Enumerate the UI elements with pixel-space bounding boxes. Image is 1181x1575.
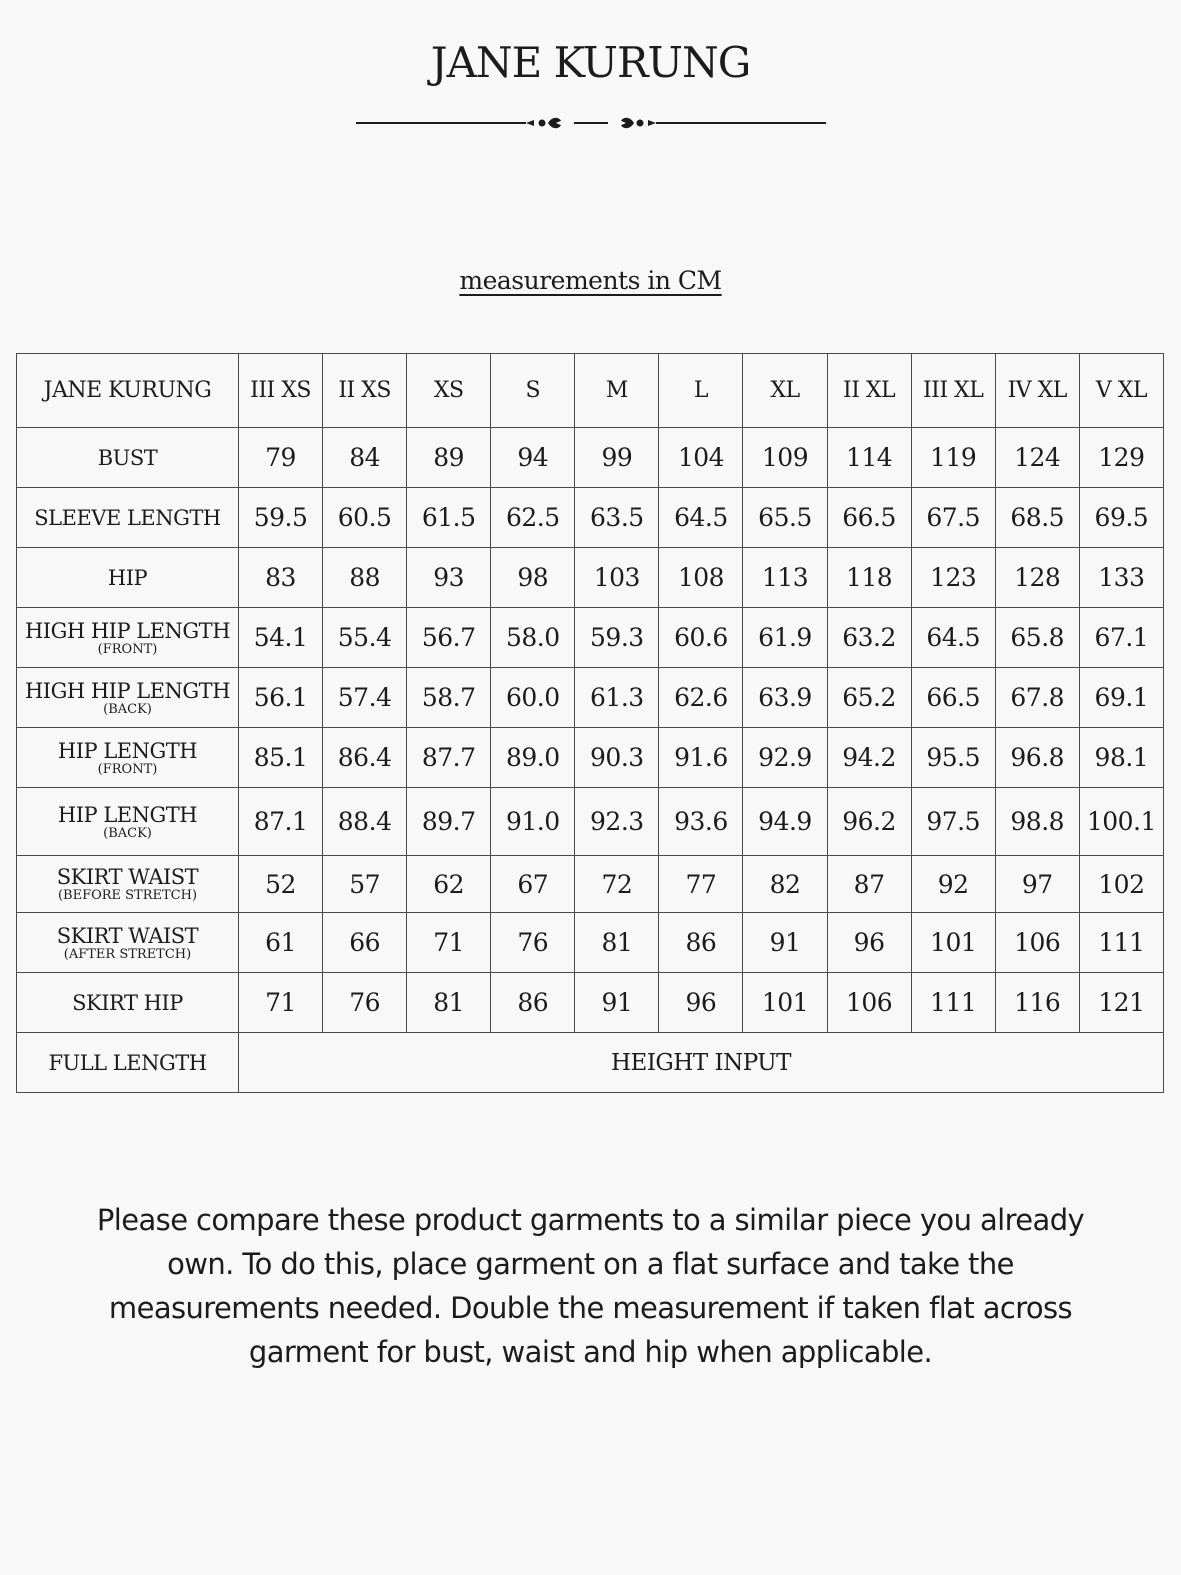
- measurement-cell: 55.4: [323, 608, 407, 668]
- row-label-main: HIP LENGTH: [57, 738, 198, 763]
- row-label-main: SKIRT WAIST: [56, 923, 199, 948]
- measurement-cell: 92.3: [575, 788, 659, 856]
- measurement-cell: 60.5: [323, 488, 407, 548]
- row-label-main: BUST: [97, 445, 158, 470]
- measurement-cell: 66: [323, 913, 407, 973]
- row-label-main: SKIRT HIP: [72, 990, 183, 1015]
- size-chart-body: [17, 428, 1164, 1093]
- measurement-cell: 90.3: [575, 728, 659, 788]
- measurement-cell: 95.5: [911, 728, 995, 788]
- measurement-cell: 69.5: [1079, 488, 1163, 548]
- measurement-cell: 65.2: [827, 668, 911, 728]
- measurement-cell: 129: [1079, 428, 1163, 488]
- measurement-cell: 65.5: [743, 488, 827, 548]
- measurement-cell: 102: [1079, 856, 1163, 913]
- measurement-cell: 83: [239, 548, 323, 608]
- size-header-cell: L: [659, 354, 743, 428]
- measurement-cell: 93.6: [659, 788, 743, 856]
- measurement-cell: 82: [743, 856, 827, 913]
- measurement-cell: 100.1: [1079, 788, 1163, 856]
- measurement-cell: 119: [911, 428, 995, 488]
- row-label-sub: (FRONT): [97, 761, 158, 777]
- row-label: [17, 1033, 239, 1093]
- row-label: [17, 728, 239, 788]
- measurement-cell: 66.5: [827, 488, 911, 548]
- row-label-sub: (AFTER STRETCH): [63, 946, 192, 962]
- measurement-cell: 91.6: [659, 728, 743, 788]
- row-label-main: HIGH HIP LENGTH: [24, 618, 231, 643]
- measurement-cell: 77: [659, 856, 743, 913]
- row-label-sub: (BACK): [103, 701, 152, 717]
- measurement-cell: 79: [239, 428, 323, 488]
- measurement-cell: 94: [491, 428, 575, 488]
- measurement-cell: 62.5: [491, 488, 575, 548]
- measurement-cell: 103: [575, 548, 659, 608]
- ornament-divider-icon: [356, 112, 826, 134]
- measurement-cell: 84: [323, 428, 407, 488]
- measurement-cell: 86.4: [323, 728, 407, 788]
- row-label: [17, 668, 239, 728]
- measurement-cell: 56.7: [407, 608, 491, 668]
- row-label-sub: (FRONT): [97, 641, 158, 657]
- row-label-main: SKIRT WAIST: [56, 865, 199, 889]
- measurement-cell: 89.0: [491, 728, 575, 788]
- measurement-cell: 67.8: [995, 668, 1079, 728]
- measurement-cell: 64.5: [659, 488, 743, 548]
- measurement-cell: 128: [995, 548, 1079, 608]
- measurement-cell: 96: [827, 913, 911, 973]
- measurement-cell: 66.5: [911, 668, 995, 728]
- measurement-cell: 69.1: [1079, 668, 1163, 728]
- table-row: [17, 608, 1164, 668]
- full-length-row: [17, 1033, 1164, 1093]
- measurement-cell: 89: [407, 428, 491, 488]
- measurement-cell: 61: [239, 913, 323, 973]
- measurement-cell: 116: [995, 973, 1079, 1033]
- measurement-cell: 86: [491, 973, 575, 1033]
- measurement-cell: 104: [659, 428, 743, 488]
- row-label: [17, 488, 239, 548]
- table-row: [17, 488, 1164, 548]
- measurement-cell: 64.5: [911, 608, 995, 668]
- measurement-cell: 123: [911, 548, 995, 608]
- measurement-cell: 60.0: [491, 668, 575, 728]
- row-label-main: HIP: [107, 565, 148, 590]
- measurement-cell: 86: [659, 913, 743, 973]
- height-input-cell: HEIGHT INPUT: [239, 1033, 1164, 1093]
- table-corner-label: JANE KURUNG: [17, 354, 239, 428]
- measurement-cell: 91: [575, 973, 659, 1033]
- measurement-cell: 57: [323, 856, 407, 913]
- row-label: [17, 973, 239, 1033]
- measurement-cell: 62: [407, 856, 491, 913]
- size-header-cell: II XL: [827, 354, 911, 428]
- size-chart-table: [16, 353, 1164, 1093]
- units-subtitle: measurements in CM: [459, 266, 722, 295]
- measurement-cell: 113: [743, 548, 827, 608]
- measurement-cell: 96: [659, 973, 743, 1033]
- measurement-cell: 56.1: [239, 668, 323, 728]
- measurement-cell: 97.5: [911, 788, 995, 856]
- row-label-sub: (BEFORE STRETCH): [57, 888, 198, 903]
- measurement-cell: 99: [575, 428, 659, 488]
- measurement-cell: 106: [827, 973, 911, 1033]
- row-label: [17, 428, 239, 488]
- measurement-cell: 87.1: [239, 788, 323, 856]
- row-label-main: HIGH HIP LENGTH: [24, 678, 231, 703]
- measurement-cell: 54.1: [239, 608, 323, 668]
- measurement-cell: 67: [491, 856, 575, 913]
- measurement-cell: 87: [827, 856, 911, 913]
- measurement-cell: 76: [491, 913, 575, 973]
- measurement-cell: 63.9: [743, 668, 827, 728]
- size-header-cell: IV XL: [995, 354, 1079, 428]
- measurement-cell: 58.7: [407, 668, 491, 728]
- row-label-main: HIP LENGTH: [57, 802, 198, 827]
- row-label: [17, 913, 239, 973]
- table-row: [17, 973, 1164, 1033]
- measurement-cell: 96.8: [995, 728, 1079, 788]
- measurement-cell: 62.6: [659, 668, 743, 728]
- measurement-cell: 72: [575, 856, 659, 913]
- measurement-cell: 111: [911, 973, 995, 1033]
- size-header-cell: III XL: [911, 354, 995, 428]
- measurement-cell: 121: [1079, 973, 1163, 1033]
- table-row: [17, 548, 1164, 608]
- size-header-cell: V XL: [1079, 354, 1163, 428]
- size-header-row: [17, 354, 1164, 428]
- size-header-cell: III XS: [239, 354, 323, 428]
- table-row: [17, 428, 1164, 488]
- measurement-cell: 91: [743, 913, 827, 973]
- measurement-cell: 63.2: [827, 608, 911, 668]
- measurement-cell: 67.5: [911, 488, 995, 548]
- table-row: [17, 856, 1164, 913]
- row-label-sub: (BACK): [103, 825, 152, 841]
- measurement-cell: 91.0: [491, 788, 575, 856]
- table-row: [17, 788, 1164, 856]
- measurement-cell: 97: [995, 856, 1079, 913]
- measurement-cell: 58.0: [491, 608, 575, 668]
- table-row: [17, 913, 1164, 973]
- measurement-cell: 93: [407, 548, 491, 608]
- size-header-cell: XS: [407, 354, 491, 428]
- row-label: [17, 548, 239, 608]
- measurement-cell: 68.5: [995, 488, 1079, 548]
- size-header-cell: S: [491, 354, 575, 428]
- row-label: [17, 856, 239, 913]
- measurement-cell: 59.5: [239, 488, 323, 548]
- size-header-cell: II XS: [323, 354, 407, 428]
- row-label-main: SLEEVE LENGTH: [34, 505, 221, 530]
- measurement-cell: 96.2: [827, 788, 911, 856]
- measurement-cell: 89.7: [407, 788, 491, 856]
- measurement-cell: 94.2: [827, 728, 911, 788]
- table-row: [17, 668, 1164, 728]
- measurement-cell: 98: [491, 548, 575, 608]
- size-header-cell: XL: [743, 354, 827, 428]
- measurement-cell: 92.9: [743, 728, 827, 788]
- measurement-cell: 61.5: [407, 488, 491, 548]
- measurement-cell: 98.1: [1079, 728, 1163, 788]
- size-header-cell: M: [575, 354, 659, 428]
- measurement-cell: 71: [407, 913, 491, 973]
- measurement-cell: 81: [407, 973, 491, 1033]
- row-label: [17, 788, 239, 856]
- measurement-cell: 76: [323, 973, 407, 1033]
- row-label: [17, 608, 239, 668]
- row-label-main: FULL LENGTH: [48, 1050, 207, 1075]
- measurement-cell: 63.5: [575, 488, 659, 548]
- measurement-cell: 71: [239, 973, 323, 1033]
- measurement-cell: 98.8: [995, 788, 1079, 856]
- measurement-cell: 106: [995, 913, 1079, 973]
- measurement-cell: 67.1: [1079, 608, 1163, 668]
- measuring-note: Please compare these product garments to a similar piece you already own. To do this, place garment on a flat surface and take the measurements needed. Double the measurement if taken flat across garment for bust, waist and hip when applicable.: [96, 1203, 1085, 1369]
- measurement-cell: 57.4: [323, 668, 407, 728]
- measurement-cell: 85.1: [239, 728, 323, 788]
- measurement-cell: 81: [575, 913, 659, 973]
- brand-title: JANE KURUNG: [430, 38, 751, 87]
- measurement-cell: 94.9: [743, 788, 827, 856]
- measurement-cell: 88.4: [323, 788, 407, 856]
- measurement-cell: 88: [323, 548, 407, 608]
- measurement-cell: 114: [827, 428, 911, 488]
- measurement-cell: 65.8: [995, 608, 1079, 668]
- measurement-cell: 61.3: [575, 668, 659, 728]
- measurement-cell: 118: [827, 548, 911, 608]
- table-row: [17, 728, 1164, 788]
- measurement-cell: 61.9: [743, 608, 827, 668]
- measurement-cell: 101: [743, 973, 827, 1033]
- measurement-cell: 108: [659, 548, 743, 608]
- measurement-cell: 60.6: [659, 608, 743, 668]
- measurement-cell: 52: [239, 856, 323, 913]
- measurement-cell: 101: [911, 913, 995, 973]
- measurement-cell: 109: [743, 428, 827, 488]
- measurement-cell: 124: [995, 428, 1079, 488]
- measurement-cell: 133: [1079, 548, 1163, 608]
- measurement-cell: 87.7: [407, 728, 491, 788]
- measurement-cell: 111: [1079, 913, 1163, 973]
- measurement-cell: 92: [911, 856, 995, 913]
- measurement-cell: 59.3: [575, 608, 659, 668]
